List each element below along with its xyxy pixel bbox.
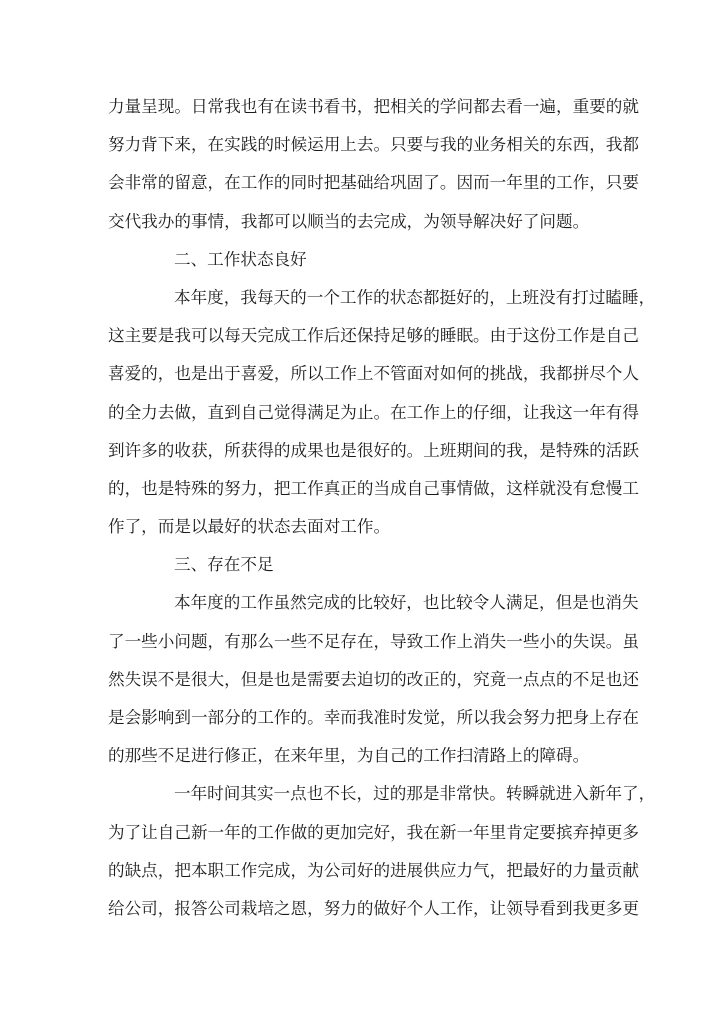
body-text-line: 一年时间其实一点也不长，过的那是非常快。转瞬就进入新年了， — [174, 784, 656, 804]
body-text-line: 这主要是我可以每天完成工作后还保持足够的睡眠。由于这份工作是自己 — [108, 326, 639, 346]
body-text-line: 本年度的工作虽然完成的比较好，也比较令人满足，但是也消失 — [174, 593, 639, 613]
body-text-line: 本年度，我每天的一个工作的状态都挺好的，上班没有打过瞌睡， — [174, 287, 656, 307]
body-text-line: 到许多的收获，所获得的成果也是很好的。上班期间的我，是特殊的活跃 — [108, 440, 639, 460]
body-text-line: 的，也是特殊的努力，把工作真正的当成自己事情做，这样就没有怠慢工 — [108, 478, 639, 498]
body-text-line: 为了让自己新一年的工作做的更加完好，我在新一年里肯定要摈弃掉更多 — [108, 822, 639, 842]
body-text-line: 努力背下来，在实践的时候运用上去。只要与我的业务相关的东西，我都 — [108, 135, 639, 155]
body-text-line: 然失误不是很大，但是也是需要去迫切的改正的，究竟一点点的不足也还 — [108, 669, 639, 689]
body-text-line: 会非常的留意，在工作的同时把基础给巩固了。因而一年里的工作，只要 — [108, 173, 639, 193]
section-heading: 二、工作状态良好 — [174, 249, 307, 269]
body-text-line: 喜爱的，也是出于喜爱，所以工作上不管面对如何的挑战，我都拼尽个人 — [108, 364, 639, 384]
body-text-line: 给公司，报答公司栽培之恩，努力的做好个人工作，让领导看到我更多更 — [108, 898, 639, 918]
body-text-line: 的那些不足进行修正，在来年里，为自己的工作扫清路上的障碍。 — [108, 746, 590, 766]
body-text-line: 是会影响到一部分的工作的。幸而我准时发觉，所以我会努力把身上存在 — [108, 708, 639, 727]
body-text-line: 交代我办的事情，我都可以顺当的去完成，为领导解决好了问题。 — [108, 211, 590, 231]
body-text-line: 的全力去做，直到自己觉得满足为止。在工作上的仔细，让我这一年有得 — [108, 402, 639, 422]
document-body — [108, 88, 656, 928]
body-text-line: 的缺点，把本职工作完成，为公司好的进展供应力气，把最好的力量贡献 — [108, 860, 639, 880]
body-text-line: 作了，而是以最好的状态去面对工作。 — [108, 517, 391, 537]
body-text-line: 力量呈现。日常我也有在读书看书，把相关的学问都去看一遍，重要的就 — [108, 97, 639, 116]
section-heading: 三、存在不足 — [174, 555, 274, 575]
body-text-line: 了一些小问题，有那么一些不足存在，导致工作上消失一些小的失误。虽 — [108, 631, 639, 651]
